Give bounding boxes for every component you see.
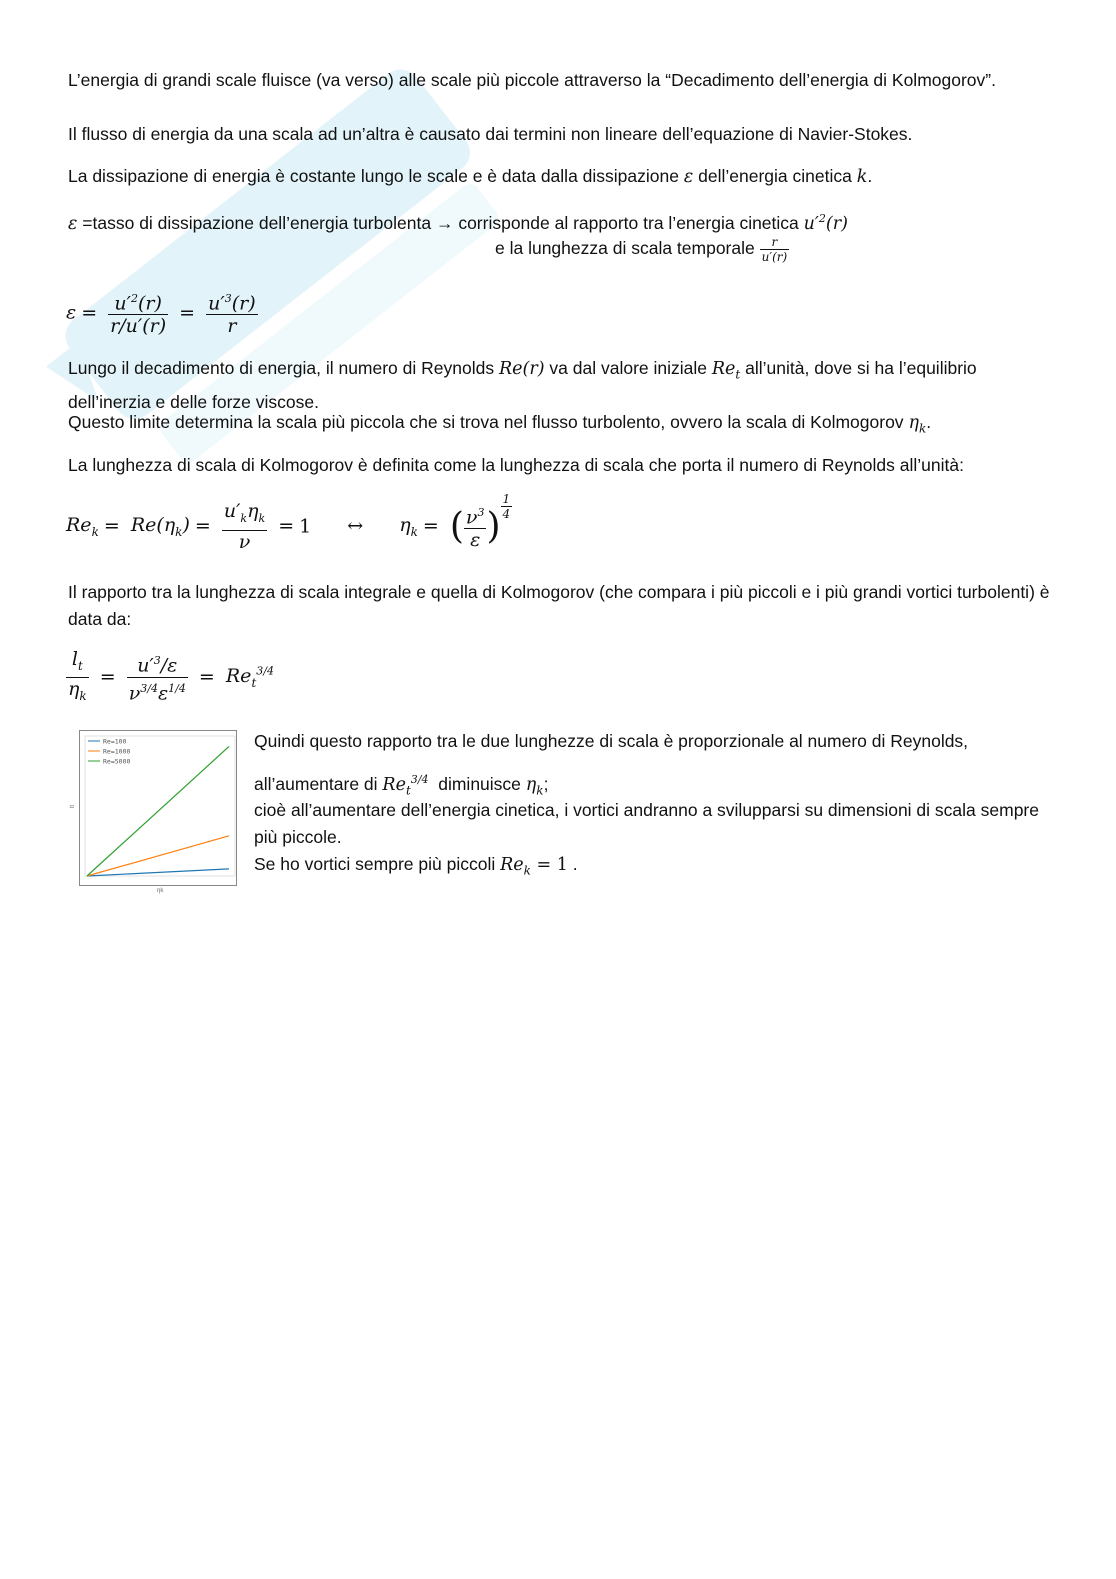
dissipation-text-a: La dissipazione di energia è costante lungo le scale e è data dalla dissipazione xyxy=(68,166,679,186)
legend-label-2: Re=1000 xyxy=(103,747,131,756)
scale-ratio-equation: $\frac{l_t}{\eta_k}$ = $\frac{u'^3/\varepsilon}{\nu^{3/4}\varepsilon^{1/4}}$ = $Re_t^{3/4}$ xyxy=(68,648,274,705)
rate-text-a: =tasso di dissipazione dell’energia turbolenta xyxy=(82,212,432,233)
re-t-power-symbol: $Re_t^{3/4}$ xyxy=(382,773,429,798)
k-symbol: k xyxy=(856,167,868,187)
increase-text-a: all’aumentare di xyxy=(254,773,378,794)
paragraph-increase: all’aumentare di $Re_t^{3/4}$ diminuisce $\eta_k$; xyxy=(254,773,549,798)
paragraph-energy-cascade: L’energia di grandi scale fluisce (va verso) alle scale più piccole attraverso la “Decadimento dell’energia di Kolmogorov”. xyxy=(68,70,996,90)
paragraph-dissipation-rate xyxy=(68,205,1058,238)
eta-k-symbol: $\eta_k$ xyxy=(525,774,544,798)
paragraph-kolmogorov-limit: Questo limite determina la scala più piccola che si trova nel flusso turbolento, ovvero la scala di Kolmogorov $\eta_k$. xyxy=(68,412,932,436)
chart-xlabel: ηk xyxy=(157,888,164,894)
decay-text-c: all’unità, dove si ha l’equilibrio dell’inerzia e delle forze viscose. xyxy=(68,358,977,412)
epsilon-equation: ε = $\frac{u'^2(r)}{r/u'(r)}$ = $\frac{u'^3(r)}{r}$ xyxy=(66,288,258,337)
re-t-symbol: $Re_t$ xyxy=(711,359,741,382)
paragraph-vortices: cioè all’aumentare dell’energia cinetica, i vortici andranno a svilupparsi su dimensioni di scala sempre più piccole. xyxy=(254,800,1039,847)
decay-text-b: va dal valore iniziale xyxy=(549,358,707,378)
paragraph-time-scale xyxy=(495,235,995,264)
chart-ylabel: lt xyxy=(70,805,76,808)
rate-text-b: corrisponde al rapporto tra l’energia cinetica xyxy=(458,212,799,233)
reynolds-line-chart xyxy=(70,730,237,894)
rate-text-c: e la lunghezza di scala temporale xyxy=(495,238,755,259)
legend-label-3: Re=5000 xyxy=(103,757,131,766)
decay-text-a: Lungo il decadimento di energia, il numero di Reynolds xyxy=(68,358,495,378)
time-scale-fraction: $\frac{r}{u'(r)}$ xyxy=(761,235,788,264)
smaller-text: Se ho vortici sempre più piccoli xyxy=(254,854,496,874)
paragraph-proportional: Quindi questo rapporto tra le due lunghezze di scala è proporzionale al numero di Reynolds, xyxy=(254,731,969,751)
kolmogorov-equation: $Re_k = Re(\eta_k)$ = $\frac{u'_k\eta_k}{\nu}$ = 1 ↔ $\eta_k$ = ( $\frac{\nu^3}{\varepsilon}$ ) $\frac{1}{4}$ xyxy=(66,492,511,553)
epsilon-symbol: ε xyxy=(68,213,78,234)
paragraph-energy-flux: Il flusso di energia da una scala ad un’altra è causato dai termini non lineare dell’equazione di Navier-Stokes. xyxy=(68,124,913,144)
arrow-right-icon: → xyxy=(435,212,454,233)
paragraph-reynolds-decay xyxy=(68,355,1058,416)
u-prime-squared-expr: $u'^2(r)$ xyxy=(803,212,848,234)
epsilon-symbol: ε xyxy=(683,167,694,187)
limit-text: Questo limite determina la scala più piccola che si trova nel flusso turbolento, ovvero la scala di Kolmogorov xyxy=(68,412,904,432)
legend-label-1: Re=100 xyxy=(103,737,127,746)
eta-k-symbol: $\eta_k$ xyxy=(908,413,927,436)
dissipation-text-b: dell’energia cinetica xyxy=(698,166,852,186)
re-k-equals-one: $Re_k = 1$ xyxy=(500,855,568,878)
paragraph-scale-ratio: Il rapporto tra la lunghezza di scala integrale e quella di Kolmogorov (che compara i più piccoli e i più grandi vortici turbolenti) è data da: xyxy=(68,582,1050,629)
paragraph-dissipation: La dissipazione di energia è costante lungo le scale e è data dalla dissipazione ε dell’energia cinetica k. xyxy=(68,166,873,187)
paragraph-smaller-vortices: Se ho vortici sempre più piccoli $Re_k = 1$ . xyxy=(254,854,578,878)
paragraph-kolmogorov-definition: La lunghezza di scala di Kolmogorov è definita come la lunghezza di scala che porta il numero di Reynolds all’unità: xyxy=(68,455,964,475)
re-r-symbol: Re(r) xyxy=(498,359,545,379)
increase-text-b: diminuisce xyxy=(438,773,521,794)
iff-symbol: ↔ xyxy=(347,515,364,538)
